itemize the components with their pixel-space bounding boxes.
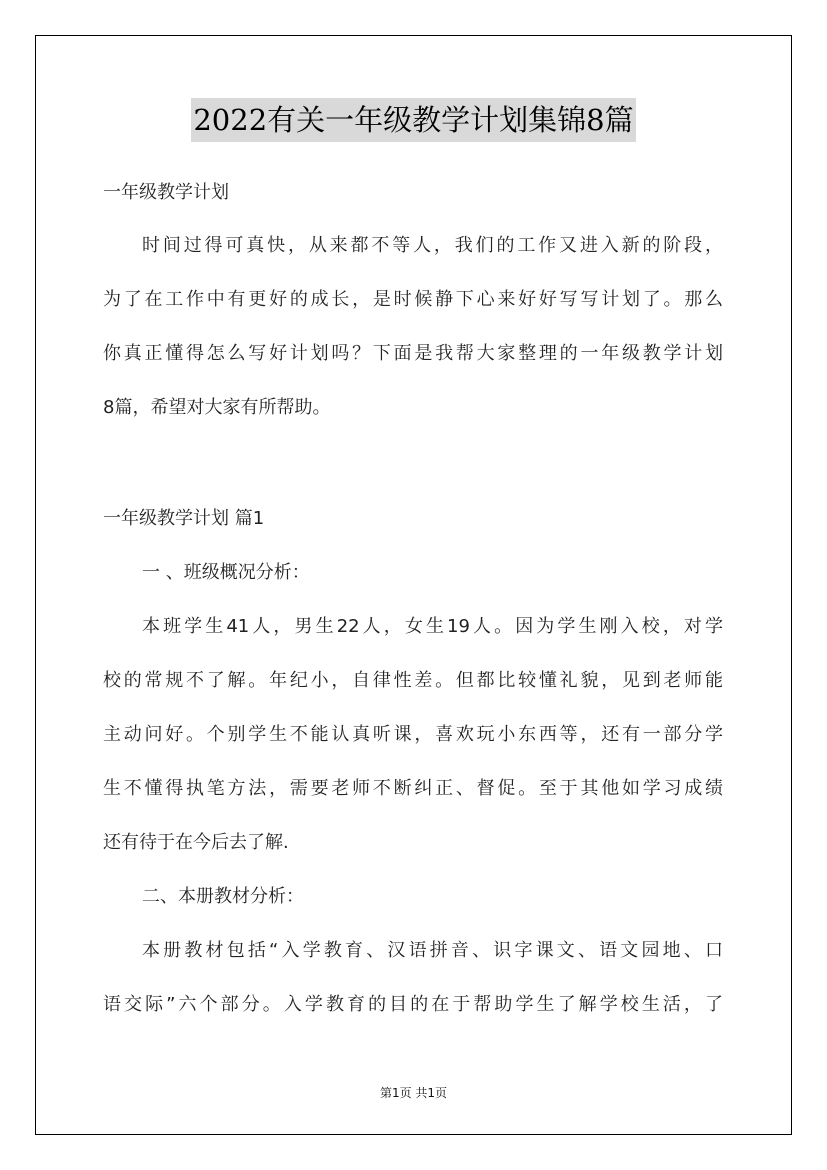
part1-line: 校的常规不了解。年纪小，自律性差。但都比较懂礼貌，见到老师能 [103,670,723,691]
part1-line: 主动问好。个别学生不能认真听课，喜欢玩小东西等，还有一部分学 [103,724,723,745]
intro-line: 8篇，希望对大家有所帮助。 [103,397,331,418]
intro-heading: 一年级教学计划 [103,182,229,203]
part1-line: 生不懂得执笔方法，需要老师不断纠正、督促。至于其他如学习成绩 [103,778,723,799]
document-title: 2022有关一年级教学计划集锦8篇 [191,98,635,142]
part1-line: 本班学生41人，男生22人，女生19人。因为学生刚入校，对学 [142,616,723,637]
intro-line: 为了在工作中有更好的成长，是时候静下心来好好写写计划了。那么 [103,289,723,310]
intro-line: 你真正懂得怎么写好计划吗？下面是我帮大家整理的一年级教学计划 [103,343,723,364]
part2-line: 本册教材包括“入学教育、汉语拼音、识字课文、语文园地、口 [142,940,723,961]
part2-line: 语交际”六个部分。入学教育的目的在于帮助学生了解学校生活，了 [103,994,723,1015]
section-heading: 一年级教学计划 篇1 [103,508,265,529]
part2-heading: 二、本册教材分析： [142,886,304,907]
page-footer: 第1页 共1页 [379,1086,448,1100]
intro-line: 时间过得可真快，从来都不等人，我们的工作又进入新的阶段， [142,235,723,256]
part1-line: 还有待于在今后去了解. [103,832,289,853]
part1-heading: 一 、班级概况分析： [142,562,310,583]
title-container [0,98,827,142]
